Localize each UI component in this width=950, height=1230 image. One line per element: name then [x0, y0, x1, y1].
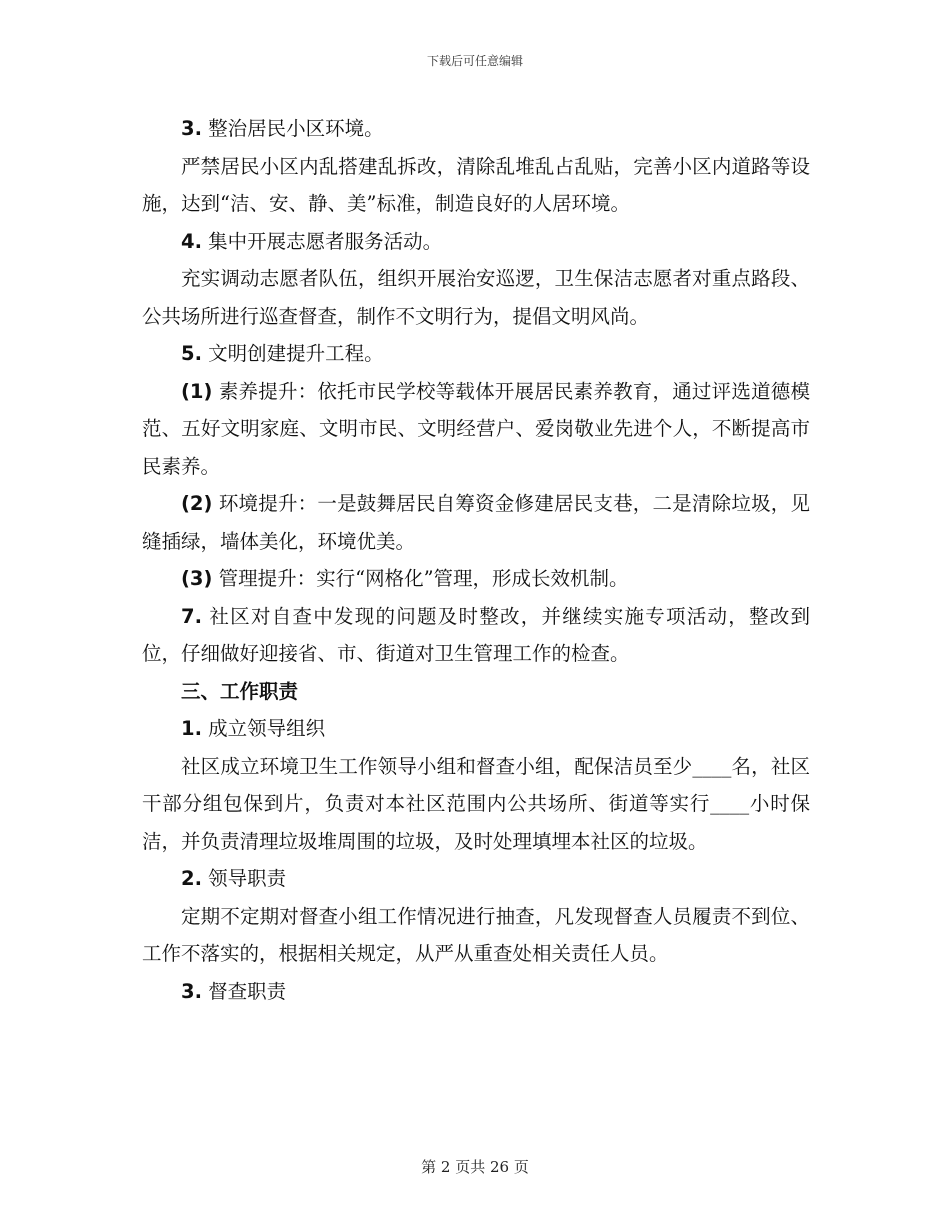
item-title: 领导职责 — [201, 867, 287, 890]
item-title: 督查职责 — [201, 979, 287, 1003]
paragraph-item-3 — [142, 110, 810, 148]
paragraph-body: 严禁居民小区内乱搭建乱拆改，清除乱堆乱占乱贴，完善小区内道路等设施，达到“洁、安、静、美”标准，制造良好的人居环境。 — [142, 154, 810, 215]
item-number: (2) — [181, 492, 213, 515]
item-number: 3. — [181, 117, 202, 140]
item-number: 3. — [181, 979, 202, 1003]
item-text: 社区对自查中发现的问题及时整改，并继续实施专项活动，整改到位，仔细做好迎接省、市、街道对卫生管理工作的检查。 — [142, 604, 810, 665]
paragraph-subitem-3 — [142, 560, 810, 598]
item-number: 7. — [181, 604, 202, 628]
item-text: 素养提升：依托市民学校等载体开展居民素养教育，通过评选道德模范、五好文明家庭、文明市民、文明经营户、爱岗敬业先进个人，不断提高市民素养。 — [142, 379, 810, 478]
paragraph-item-1 — [142, 710, 810, 748]
item-number: 2. — [181, 867, 202, 890]
item-number: 4. — [181, 229, 202, 253]
item-number: 5. — [181, 342, 202, 365]
item-text: 管理提升：实行“网格化”管理，形成长效机制。 — [212, 567, 629, 590]
item-number: (1) — [181, 379, 213, 403]
item-title: 文明创建提升工程。 — [201, 342, 384, 365]
page-footer: 第 2 页共 26 页 — [421, 1158, 529, 1176]
paragraph-body: 社区成立环境卫生工作领导小组和督查小组，配保洁员至少____名，社区干部分组包保到片，负责对本社区范围内公共场所、街道等实行____小时保洁，并负责清理垃圾堆周围的垃圾，及时处理填埋本社区的垃圾。 — [142, 754, 810, 853]
paragraph-item-5 — [142, 335, 810, 373]
item-text: 环境提升：一是鼓舞居民自筹资金修建居民支巷，二是清除垃圾，见缝插绿，墙体美化，环境优美。 — [142, 492, 810, 553]
paragraph-item-2 — [142, 860, 810, 898]
paragraph-item-4 — [142, 223, 810, 261]
paragraph-item-3b — [142, 973, 810, 1011]
document-body — [142, 110, 810, 1010]
item-number: (3) — [181, 567, 213, 590]
item-number: 1. — [181, 717, 202, 740]
paragraph-body: 定期不定期对督查小组工作情况进行抽查，凡发现督查人员履责不到位、工作不落实的，根据相关规定，从严从重查处相关责任人员。 — [142, 904, 810, 965]
item-title: 成立领导组织 — [201, 717, 326, 740]
paragraph-body: 充实调动志愿者队伍，组织开展治安巡逻，卫生保洁志愿者对重点路段、公共场所进行巡查督查，制作不文明行为，提倡文明风尚。 — [142, 267, 810, 328]
item-title: 整治居民小区环境。 — [201, 117, 384, 140]
paragraph-subitem-2 — [142, 485, 810, 560]
paragraph-subitem-1 — [142, 373, 810, 486]
item-title: 集中开展志愿者服务活动。 — [201, 229, 443, 253]
paragraph-item-7 — [142, 598, 810, 673]
section-heading: 三、工作职责 — [181, 679, 299, 703]
page-header: 下载后可任意编辑 — [426, 54, 523, 68]
